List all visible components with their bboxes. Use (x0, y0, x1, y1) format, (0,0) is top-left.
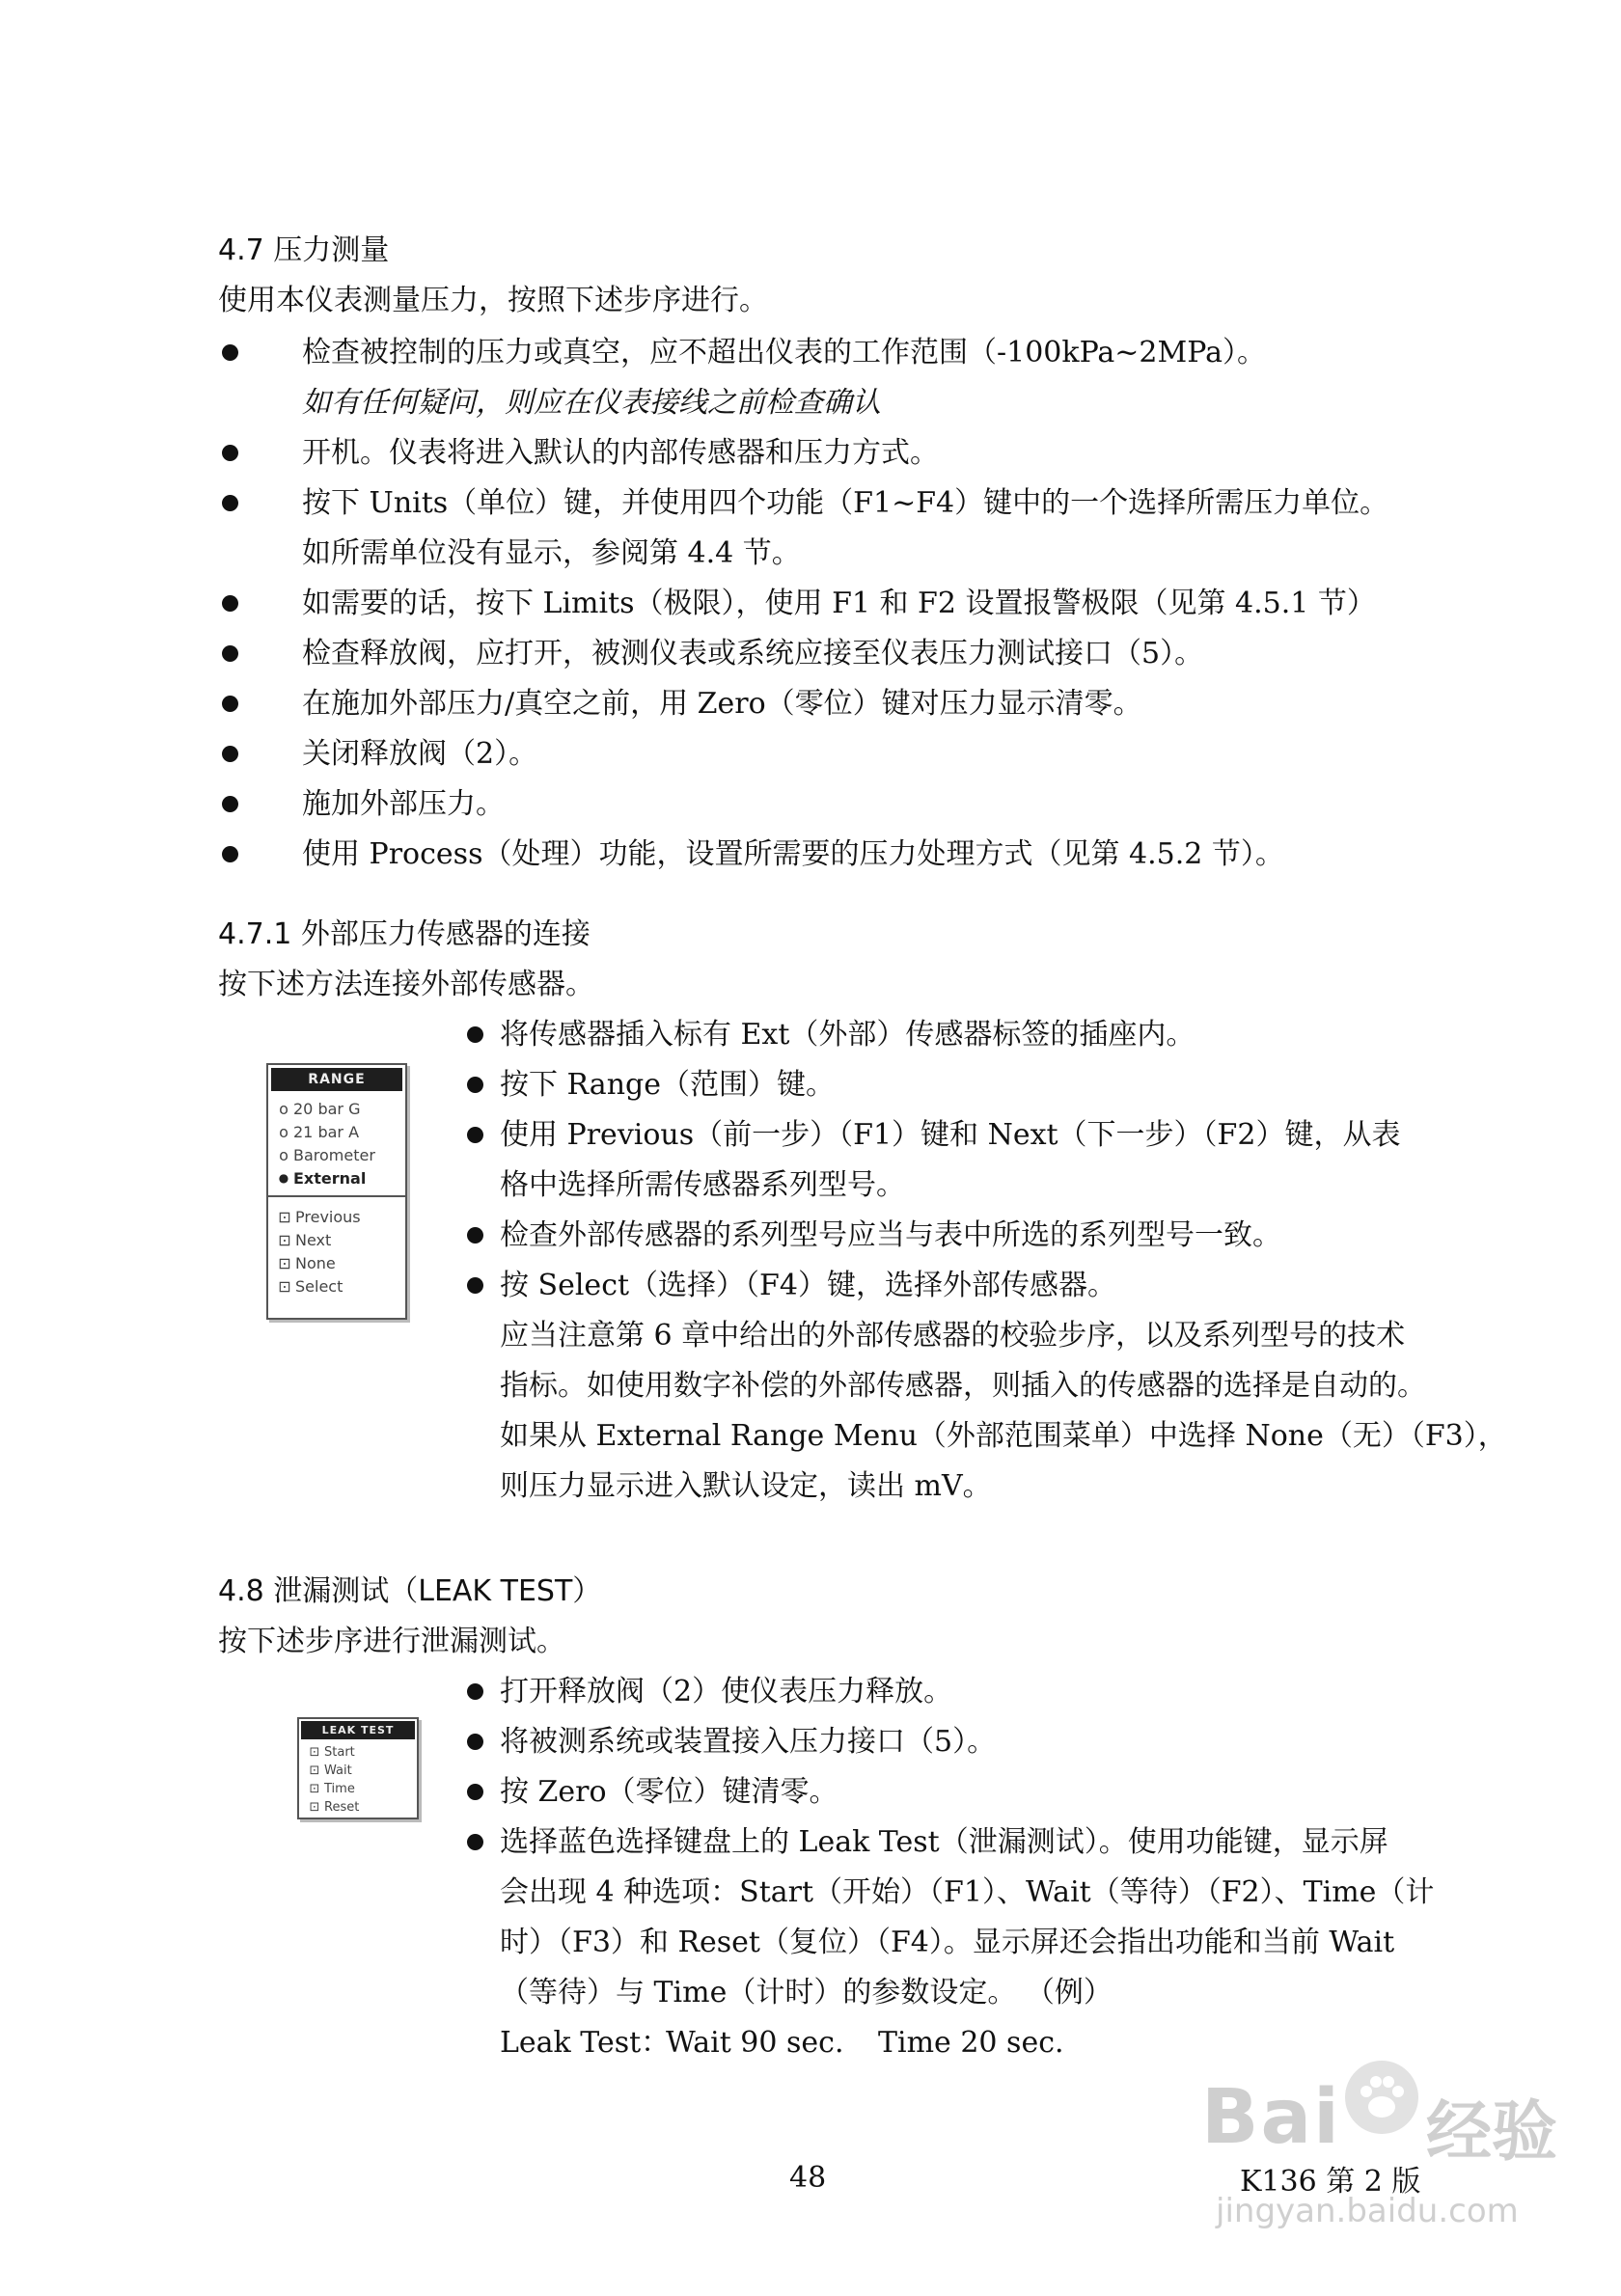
radio-icon: o (279, 1099, 288, 1118)
section-4-8-intro: 按下述步序进行泄漏测试。 (218, 1625, 565, 1658)
list-item: 检查被控制的压力或真空，应不超出仪表的工作范围（-100kPa~2MPa）。 (302, 336, 1266, 369)
function-key-icon: ⊡ (278, 1207, 291, 1226)
function-key-icon: ⊡ (309, 1800, 320, 1815)
bullet-icon (467, 1227, 483, 1244)
range-option-label: 20 bar G (293, 1099, 361, 1118)
function-key-icon: ⊡ (278, 1230, 291, 1249)
list-item: 按 Select（选择）（F4）键，选择外部传感器。 (500, 1269, 1116, 1302)
list-item: 使用 Process（处理）功能，设置所需要的压力处理方式（见第 4.5.2 节）。 (302, 837, 1284, 871)
radio-icon: o (279, 1122, 288, 1141)
page-number: 48 (789, 2161, 827, 2195)
range-option-selected (274, 1166, 405, 1189)
list-item-cont: 指标。如使用数字补偿的外部传感器，则插入的传感器的选择是自动的。 (500, 1369, 1426, 1403)
list-item-cont: 时）（F3）和 Reset（复位）（F4）。显示屏还会指出功能和当前 Wait (500, 1926, 1395, 1959)
section-4-7-1-title: 4.7.1 外部压力传感器的连接 (218, 917, 591, 951)
bullet-icon (467, 1026, 483, 1043)
function-key-icon: ⊡ (278, 1253, 291, 1272)
range-option-label: 21 bar A (293, 1122, 360, 1141)
function-key-item (274, 1228, 405, 1251)
bullet-icon (467, 1834, 483, 1850)
list-item: 在施加外部压力/真空之前，用 Zero（零位）键对压力显示清零。 (302, 687, 1142, 721)
section-4-7-title: 4.7 压力测量 (218, 233, 390, 267)
function-key-icon: ⊡ (278, 1276, 291, 1296)
paw-icon (1343, 2059, 1420, 2136)
function-key-item (274, 1205, 405, 1228)
leak-test-option (305, 1743, 417, 1762)
function-key-label: Previous (295, 1207, 361, 1226)
bullet-icon (222, 445, 238, 461)
range-option (274, 1097, 405, 1120)
list-item: 如需要的话，按下 Limits（极限），使用 F1 和 F2 设置报警极限（见第 4.5.1 节） (302, 587, 1376, 620)
leak-test-option (305, 1798, 417, 1817)
leak-test-option-label: Start (324, 1745, 355, 1760)
function-key-label: None (295, 1253, 336, 1272)
list-item: 按下 Range（范围）键。 (500, 1068, 835, 1102)
example-time: Time 20 sec. (878, 2026, 1064, 2060)
range-option-label: Barometer (293, 1145, 375, 1164)
list-item: 将传感器插入标有 Ext（外部）传感器标签的插座内。 (500, 1018, 1195, 1052)
leak-test-option-label: Wait (324, 1763, 352, 1778)
list-item-cont: 则压力显示进入默认设定，读出 mV。 (500, 1469, 992, 1503)
list-item: 将被测系统或装置接入压力接口（5）。 (500, 1725, 997, 1759)
radio-selected-icon: ● (278, 1171, 289, 1185)
bullet-icon (467, 1127, 483, 1143)
list-item-cont: （等待）与 Time（计时）的参数设定。 （例） (500, 1976, 1113, 2009)
edition-label: K136 第 2 版 (1240, 2165, 1421, 2199)
range-option-label: External (293, 1168, 367, 1188)
list-item-cont: 格中选择所需传感器系列型号。 (500, 1168, 905, 1202)
bullet-icon (467, 1277, 483, 1294)
list-item-note: 如有任何疑问，则应在仪表接线之前检查确认 (302, 386, 881, 420)
section-4-8-title: 4.8 泄漏测试（LEAK TEST） (218, 1574, 602, 1608)
leak-test-menu-header: LEAK TEST (301, 1721, 415, 1739)
bullet-icon (467, 1784, 483, 1800)
function-key-label: Next (295, 1230, 332, 1249)
bullet-icon (222, 696, 238, 712)
bullet-icon (467, 1683, 483, 1700)
example-label: Leak Test： (500, 2026, 671, 2060)
section-4-7-intro: 使用本仪表测量压力，按照下述步序进行。 (218, 284, 768, 317)
bullet-icon (222, 796, 238, 812)
list-item-cont: 如果从 External Range Menu（外部范围菜单）中选择 None（无）（F3）， (500, 1419, 1507, 1453)
list-item-cont: 如所需单位没有显示，参阅第 4.4 节。 (302, 536, 801, 570)
bullet-icon (222, 846, 238, 862)
list-item: 按下 Units（单位）键，并使用四个功能（F1~F4）键中的一个选择所需压力单位。 (302, 486, 1389, 520)
range-menu-display (266, 1063, 407, 1320)
function-key-item (274, 1274, 405, 1298)
bullet-icon (222, 746, 238, 762)
function-key-icon: ⊡ (309, 1763, 320, 1778)
list-item-cont: 应当注意第 6 章中给出的外部传感器的校验步序，以及系列型号的技术 (500, 1319, 1406, 1353)
bullet-icon (222, 495, 238, 511)
list-item: 使用 Previous（前一步）（F1）键和 Next（下一步）（F2）键，从表 (500, 1118, 1401, 1152)
leak-test-option-label: Time (324, 1782, 355, 1796)
bullet-icon (467, 1734, 483, 1750)
range-option (274, 1143, 405, 1166)
bullet-icon (467, 1077, 483, 1093)
range-menu-header: RANGE (271, 1068, 402, 1091)
watermark-brand-2: 经验 (1426, 2094, 1558, 2171)
leak-test-option-label: Reset (324, 1800, 360, 1815)
list-item: 打开释放阀（2）使仪表压力释放。 (500, 1675, 953, 1708)
list-item: 施加外部压力。 (302, 787, 505, 821)
example-wait: Wait 90 sec. (666, 2026, 844, 2060)
leak-test-option (305, 1762, 417, 1780)
list-item: 关闭释放阀（2）。 (302, 737, 538, 771)
radio-icon: o (279, 1145, 288, 1164)
list-item: 按 Zero（零位）键清零。 (500, 1775, 838, 1809)
list-item-cont: 会出现 4 种选项：Start（开始）（F1）、Wait（等待）（F2）、Time（计 (500, 1875, 1435, 1909)
function-key-label: Select (295, 1276, 343, 1296)
bullet-icon (222, 645, 238, 662)
leak-test-option (305, 1780, 417, 1798)
list-item: 检查外部传感器的系列型号应当与表中所选的系列型号一致。 (500, 1218, 1281, 1252)
list-item: 开机。仪表将进入默认的内部传感器和压力方式。 (302, 436, 939, 470)
list-item: 检查释放阀，应打开，被测仪表或系统应接至仪表压力测试接口（5）。 (302, 637, 1204, 670)
bullet-icon (222, 595, 238, 612)
section-4-7-1-intro: 按下述方法连接外部传感器。 (218, 968, 594, 1001)
function-key-icon: ⊡ (309, 1745, 320, 1760)
range-option (274, 1120, 405, 1143)
function-key-icon: ⊡ (309, 1782, 320, 1796)
watermark-url: jingyan.baidu.com (1216, 2192, 1519, 2230)
list-item: 选择蓝色选择键盘上的 Leak Test（泄漏测试）。使用功能键，显示屏 (500, 1825, 1388, 1859)
leak-test-menu-display (297, 1717, 419, 1819)
bullet-icon (222, 344, 238, 361)
function-key-item (274, 1251, 405, 1274)
watermark-brand: Bai (1201, 2074, 1341, 2161)
